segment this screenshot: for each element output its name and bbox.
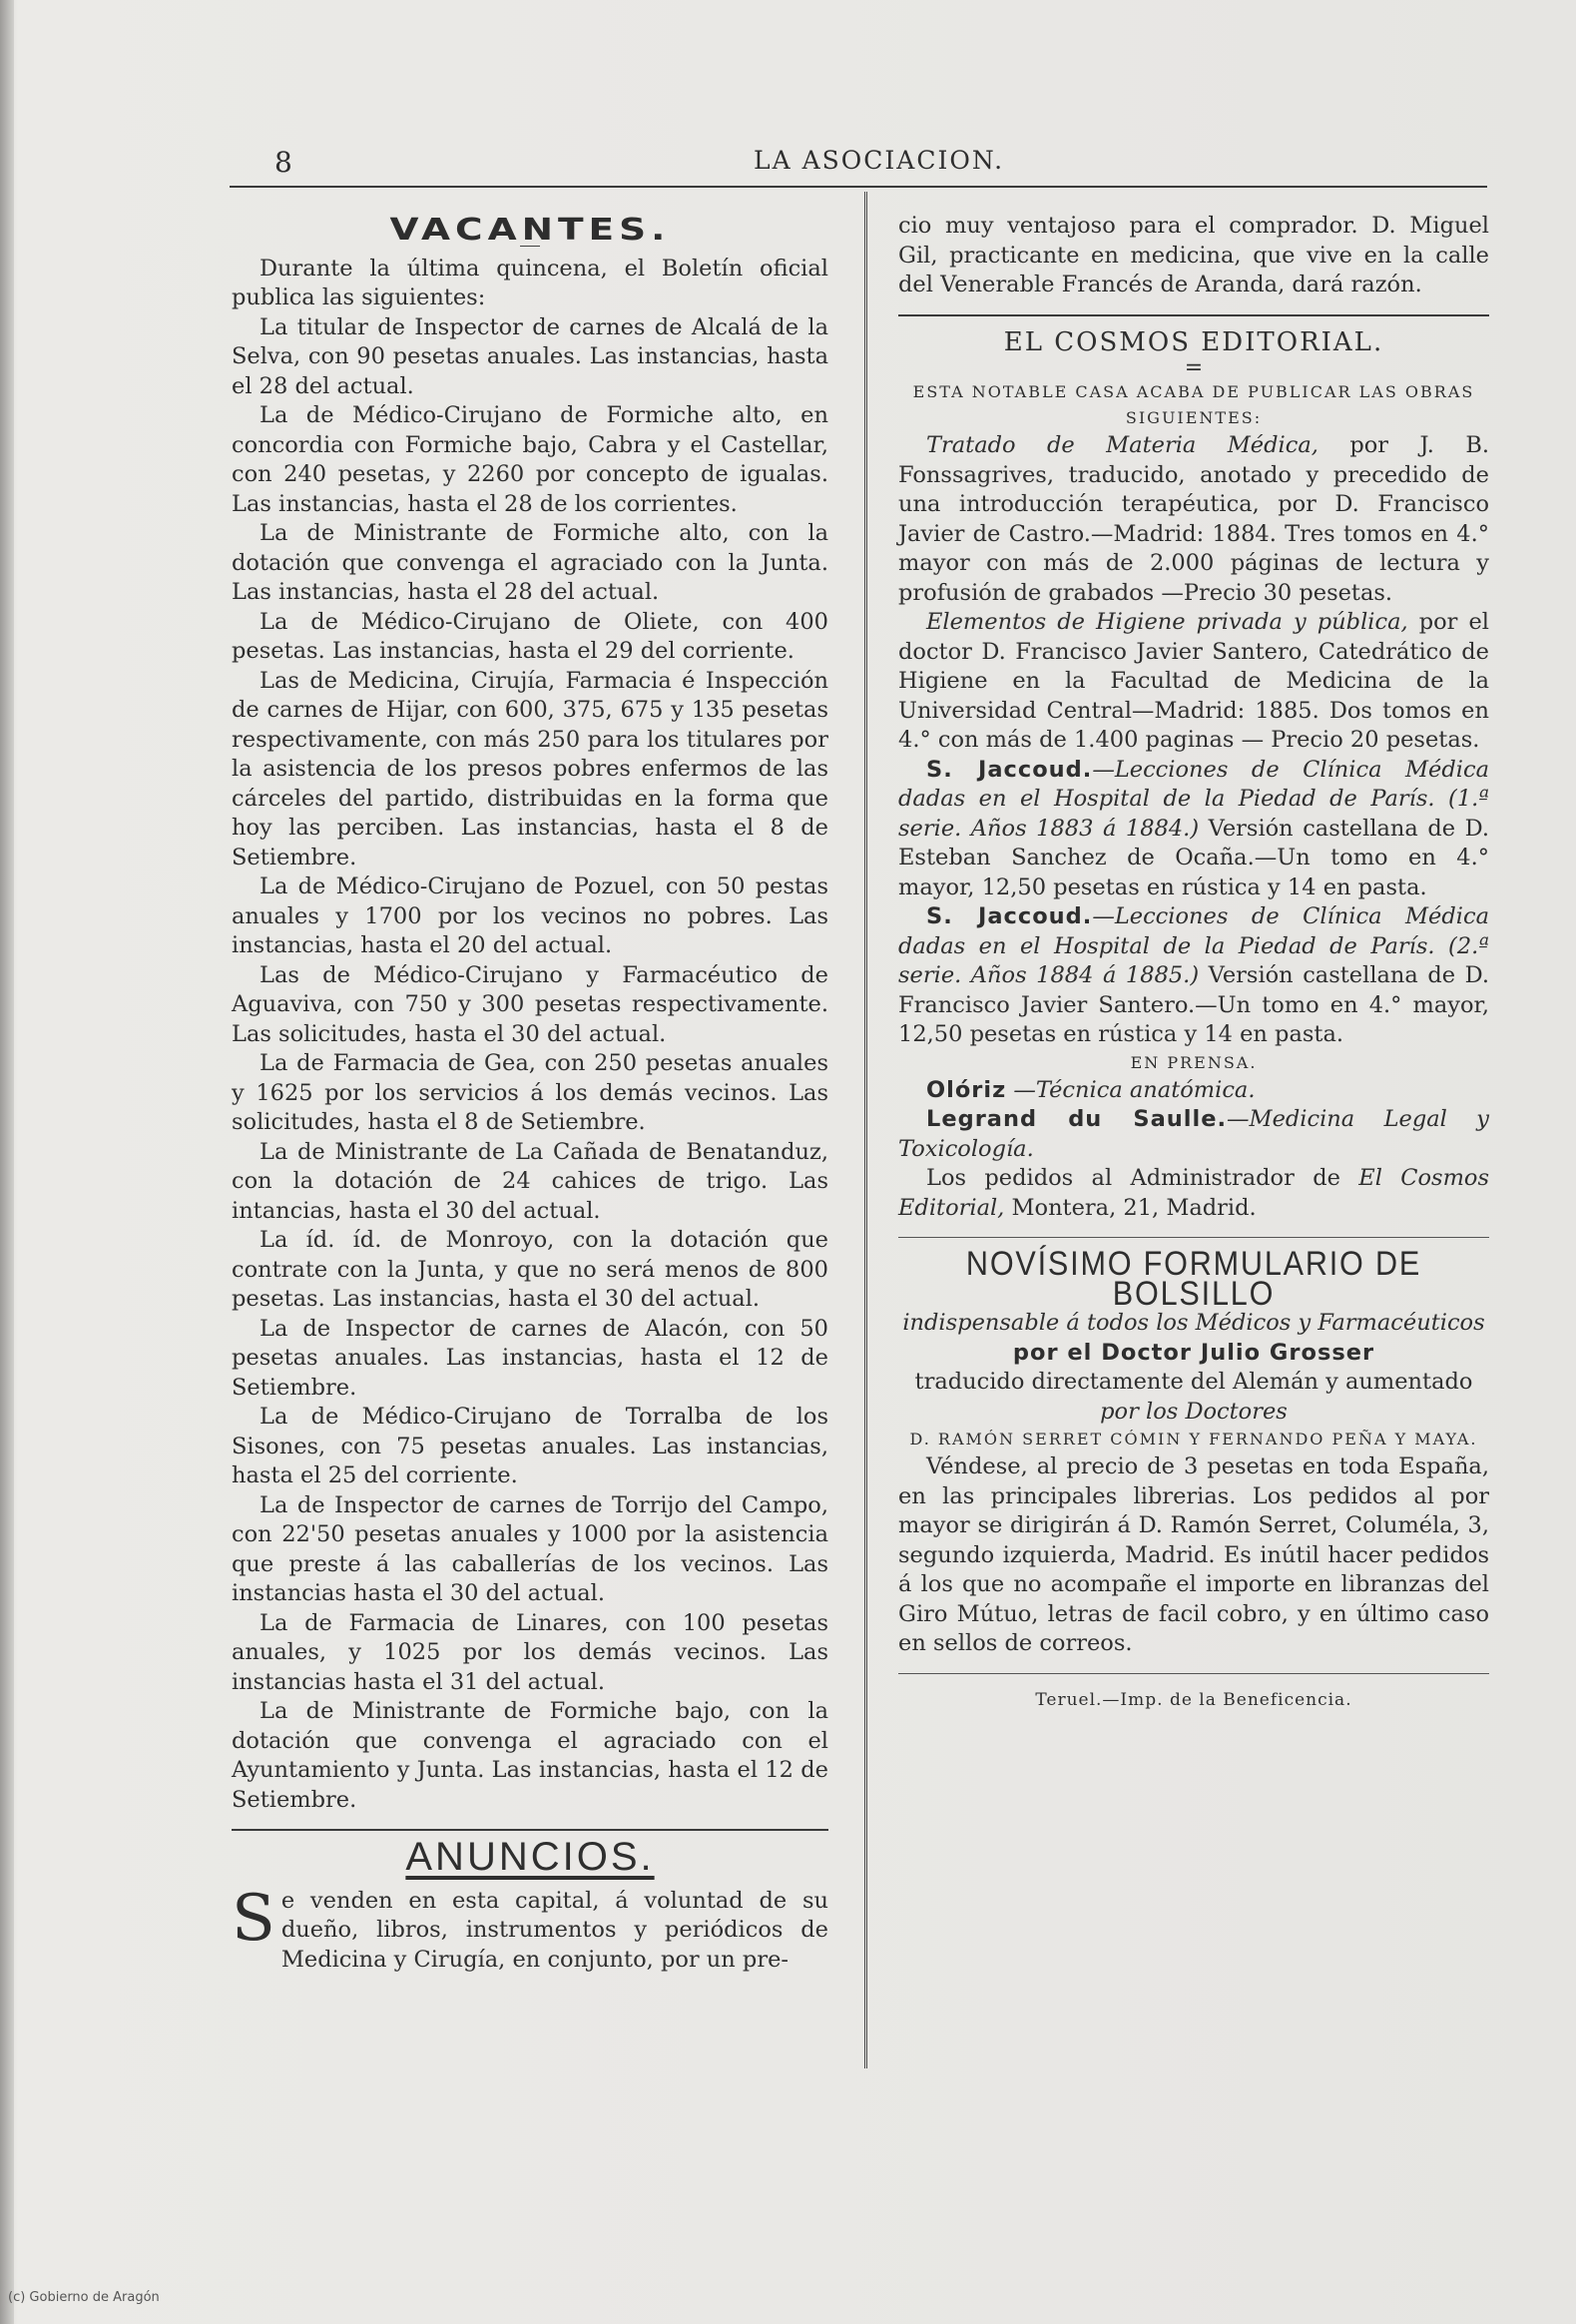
copyright-notice: (c) Gobierno de Aragón [8,2290,160,2305]
book-entry [898,608,1489,756]
book-text: por J. B. Fonssagrives, traducido, anotado y precedido de una introducción terapéutica, por D. Francisco Javier de Castro.—Madrid: 1884. Tres tomos en 4.° mayor con más de 2.000 páginas de lectura y profusión de grabados —Precio 30 pesetas. [898,432,1490,606]
left-column [232,210,828,1975]
formulario-por: por los Doctores [1100,1398,1288,1425]
press-entry [898,1105,1489,1164]
section-rule [898,314,1489,316]
formulario-translation: traducido directamente del Alemán y aumentado [914,1369,1473,1395]
imprint: Teruel.—Imp. de la Beneficencia. [1035,1689,1352,1710]
anuncio-continuation: cio muy ventajoso para el comprador. D. Miguel Gil, practicante en medicina, que vive en la calle del Venerable Francés de Aranda, dará razón. [898,213,1489,297]
vacante-item: La titular de Inspector de carnes de Alcalá de la Selva, con 90 pesetas anuales. Las instancias, hasta el 28 del actual. [232,313,828,399]
book-author: S. Jaccoud. [926,756,1093,783]
press-title: —Técnica anatómica. [1013,1076,1256,1103]
book-title: Elementos de Higiene privada y pública, [926,609,1408,635]
vacante-item: La de Inspector de carnes de Alacón, con 50 pesetas anuales. Las instancias, hasta el 12 de Setiembre. [232,1315,828,1401]
vacante-item: La de Farmacia de Gea, con 250 pesetas anuales y 1625 por los servicios á los demás vecinos. Las solicitudes, hasta el 8 de Setiembre. [232,1050,828,1135]
cosmos-title: EL COSMOS EDITORIAL. [1003,326,1384,357]
book-author: S. Jaccoud. [926,903,1093,929]
vacante-item: La de Ministrante de Formiche bajo, con la dotación que convenga el agraciado con el Ayuntamiento y Junta. Las instancias, hasta el 12 de Setiembre. [232,1698,828,1813]
vacante-item: La íd. íd. de Monroyo, con la dotación que contrate con la Junta, y que no será menos de 800 pesetas. Las instancias, hasta el 30 del actual. [232,1227,828,1312]
vacante-item: La de Ministrante de La Cañada de Benatanduz, con la dotación de 24 cahices de trigo. Las intancias, hasta el 30 del actual. [232,1138,828,1224]
drop-cap: S [232,1881,275,1956]
vacante-item: La de Médico-Cirujano de Torralba de los Sisones, con 75 pesetas anuales. Las instancias, hasta el 25 del corriente. [232,1404,828,1488]
vacante-item: La de Médico-Cirujano de Oliete, con 400 pesetas. Las instancias, hasta el 29 del corriente. [232,608,828,664]
pedidos-text: Los pedidos al Administrador de [926,1165,1340,1191]
anuncio-text [232,1881,828,1976]
right-column [898,212,1489,1715]
section-rule [898,1237,1489,1238]
header-rule [230,186,1487,188]
formulario-doctors: D. RAMÓN SERRET CÓMIN Y FERNANDO PEÑA Y MAYA. [909,1430,1478,1449]
book-title: Tratado de Materia Médica, [926,432,1318,458]
section-rule [898,1673,1489,1674]
formulario-author: por el Doctor Julio Grosser [1012,1339,1375,1366]
pedidos-address: Montera, 21, Madrid. [1011,1194,1257,1221]
press-title: —Medicina Legal y Toxicología. [898,1106,1489,1162]
formulario-title: NOVÍSIMO FORMULARIO DE BOLSILLO [965,1245,1422,1313]
vacante-item: La de Médico-Cirujano de Pozuel, con 50 pestas anuales y 1700 por los vecinos no pobres. Las instancias, hasta el 20 del actual. [232,873,828,958]
book-title: —Lecciones de Clínica Médica dadas en el Hospital de la Piedad de París. (2.ª serie. Años 1884 á 1885.) [898,903,1489,988]
vacante-item: Las de Medicina, Cirujía, Farmacia é Inspección de carnes de Hijar, con 600, 375, 675 y 135 pesetas respectivamente, con más 250 para los titulares por la asistencia de los presos pobres enfermos de las cárceles del partido, distribuidas en la forma que hoy las perciben. Las instancias, hasta el 8 de Setiembre. [232,667,828,871]
press-entry [898,1076,1489,1106]
vacante-item: La de Inspector de carnes de Torrijo del Campo, con 22'50 pesetas anuales y 1000 por la asistencia que preste á las caballerías de los vecinos. Las instancias hasta el 30 del actual. [232,1491,828,1606]
page-header [230,140,1487,180]
en-prensa-heading: EN PRENSA. [1130,1052,1258,1072]
pedidos-note [898,1164,1489,1223]
page-number: 8 [274,146,294,179]
vacante-item: La de Médico-Cirujano de Formiche alto, en concordia con Formiche bajo, Cabra y el Castellar, con 240 pesetas, y 2260 por concepto de igualas. Las instancias, hasta el 28 de los corrientes. [232,402,828,517]
running-title: LA ASOCIACION. [754,146,1005,175]
book-entry [898,756,1489,903]
binding-spine [0,0,14,2324]
book-text: Versión castellana de D. Francisco Javier Santero.—Un tomo en 4.° mayor, 12,50 pesetas en rústica y 14 en pasta. [898,962,1490,1047]
cosmos-ornament: = [1184,355,1204,380]
press-author: Legrand du Saulle. [926,1106,1228,1132]
book-text: por el doctor D. Francisco Javier Santero, Catedrático de Higiene en la Facultad de Medicina de la Universidad Central—Madrid: 1885. Dos tomos en 4.° con más de 1.400 paginas — Precio 20 pesetas. [898,609,1489,753]
vacante-item: La de Farmacia de Linares, con 100 pesetas anuales, y 1025 por los demás vecinos. Las instancias hasta el 31 del actual. [232,1609,828,1695]
pedidos-publisher: El Cosmos Editorial, [898,1165,1489,1221]
book-text: Versión castellana de D. Esteban Sanchez de Ocaña.—Un tomo en 4.° mayor, 12,50 pesetas en rústica y 14 en pasta. [898,815,1490,900]
book-entry [898,902,1489,1050]
vacante-item: Las de Médico-Cirujano y Farmacéutico de Aguaviva, con 750 y 300 pesetas respectivamente. Las solicitudes, hasta el 30 del actual. [232,961,828,1047]
vacante-item: La de Ministrante de Formiche alto, con la dotación que convenga el agraciado con la Junta. Las instancias, hasta el 28 del actual. [232,520,828,605]
vacantes-title: VACANTES. [389,213,671,248]
section-rule [232,1829,828,1831]
formulario-sub: indispensable á todos los Médicos y Farmacéuticos [902,1310,1485,1336]
formulario-text: Véndese, al precio de 3 pesetas en toda España, en las principales librerias. Los pedidos al por mayor se dirigirán á D. Ramón Serret, Columéla, 3, segundo izquierda, Madrid. Es inútil hacer pedidos á los que no acompañe el importe en libranzas del Giro Mútuo, letras de facil cobro, y en último caso en sellos de correos. [898,1453,1489,1656]
formulario-subtitle [898,1309,1489,1339]
book-entry [898,431,1489,608]
column-divider [864,192,867,2068]
book-title: —Lecciones de Clínica Médica dadas en el Hospital de la Piedad de París. (1.ª serie. Años 1883 á 1884.) [898,756,1489,842]
press-author: Olóriz [926,1076,1007,1103]
vacantes-intro [232,255,828,313]
formulario-por-line [898,1398,1489,1428]
anuncio-body: e venden en esta capital, á voluntad de su dueño, libros, instrumentos y periódicos de Medicina y Cirugía, en conjunto, por un pre- [280,1887,828,1973]
anuncios-title: ANUNCIOS. [405,1835,655,1879]
cosmos-subtitle: ESTA NOTABLE CASA ACABA DE PUBLICAR LAS OBRAS SIGUIENTES: [912,382,1475,427]
vacantes-para: Durante la última quincena, el Boletín oficial publica las siguientes: [232,255,828,310]
